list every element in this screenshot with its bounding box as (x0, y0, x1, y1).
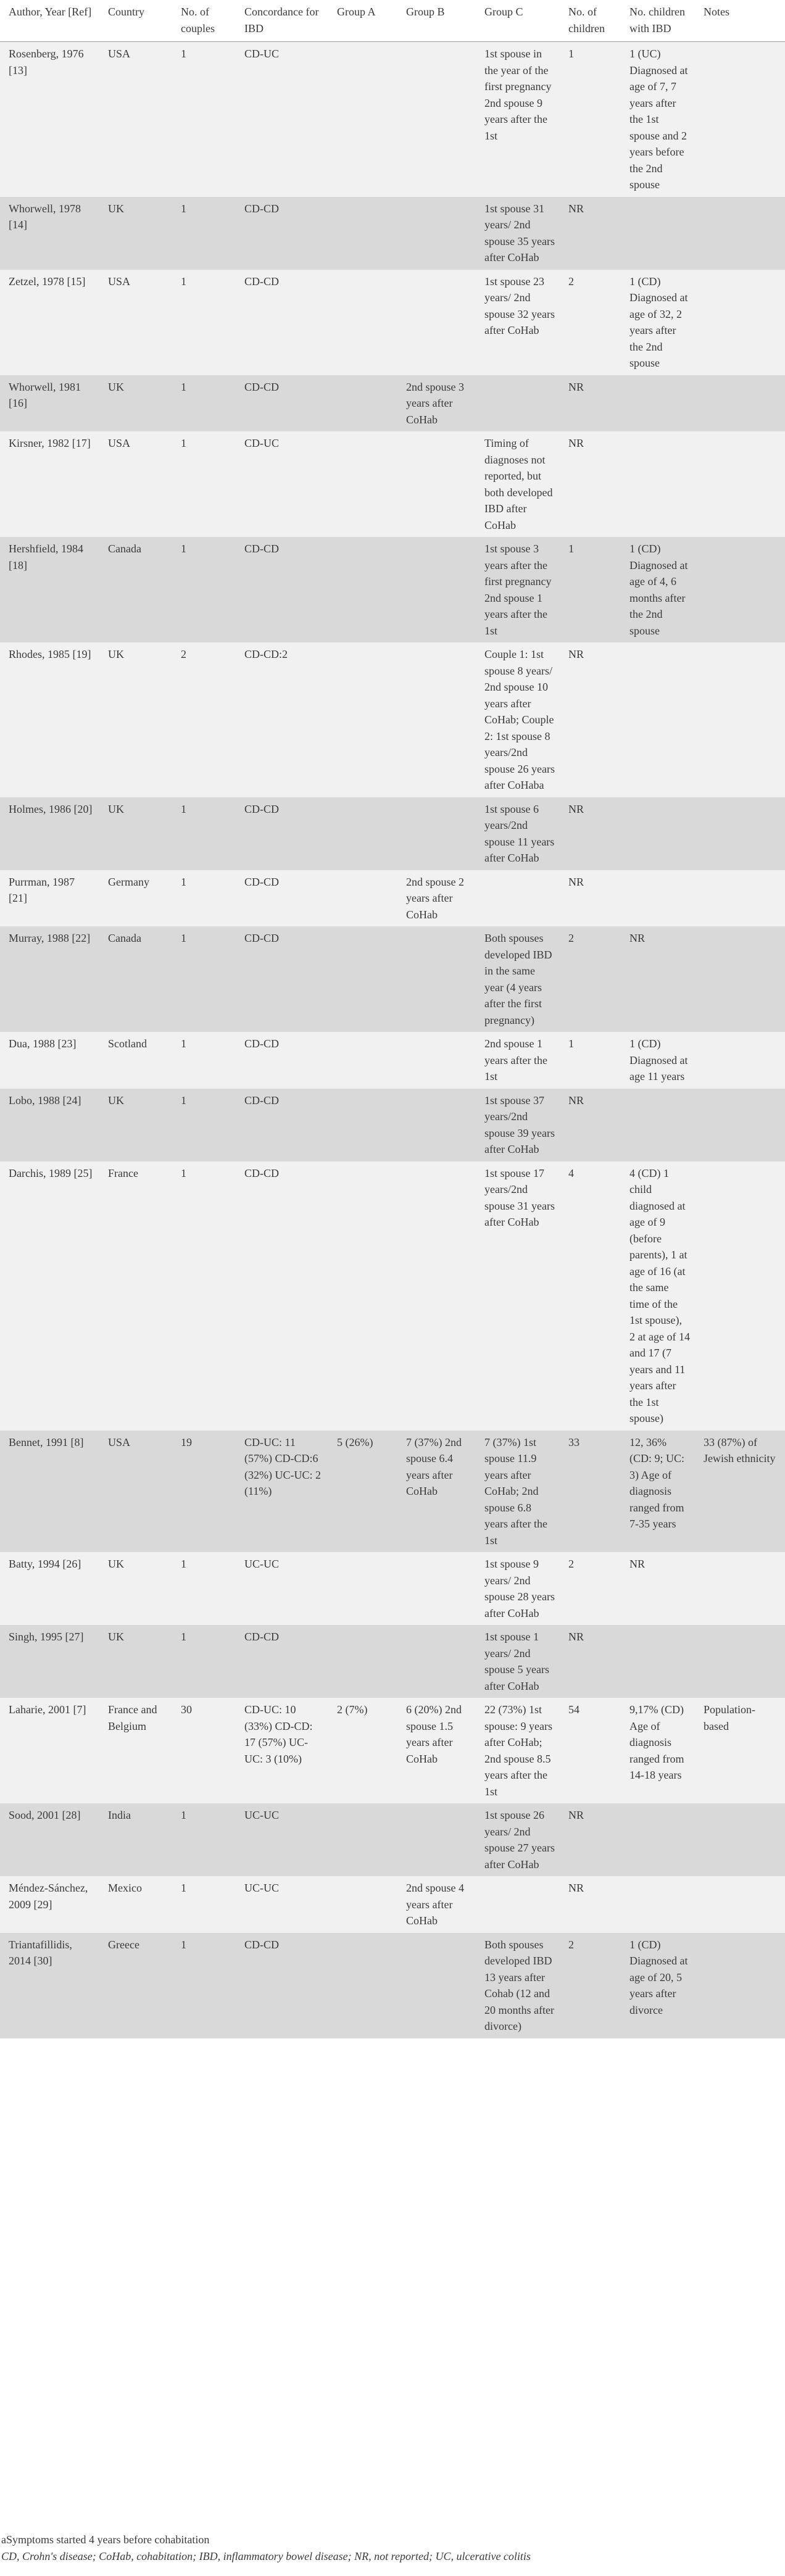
cell-children-ibd (621, 1876, 695, 1933)
cell-concordance: CD-UC: 10 (33%) CD-CD: 17 (57%) UC-UC: 3 (10%) (236, 1698, 328, 1803)
cell-children-ibd: 1 (CD) Diagnosed at age of 32, 2 years after the 2nd spouse (621, 270, 695, 375)
cell-group-a (328, 1089, 397, 1161)
cell-children-ibd: NR (621, 926, 695, 1032)
cell-concordance: CD-CD (236, 1089, 328, 1161)
cell-group-b: 2nd spouse 4 years after CoHab (397, 1876, 476, 1933)
cell-country: USA (99, 1431, 172, 1553)
cell-couples: 1 (172, 1876, 236, 1933)
cell-author-year: Purrman, 1987 [21] (0, 870, 99, 927)
cell-couples: 1 (172, 797, 236, 870)
cell-group-b (397, 431, 476, 537)
cell-group-a (328, 1803, 397, 1876)
cell-group-b (397, 1161, 476, 1431)
cell-country: Scotland (99, 1032, 172, 1089)
cell-group-a (328, 926, 397, 1032)
cell-country: Canada (99, 926, 172, 1032)
table-row (0, 1876, 785, 1933)
cell-couples: 30 (172, 1698, 236, 1803)
cell-group-b (397, 1625, 476, 1698)
cell-children: NR (560, 797, 621, 870)
cell-author-year: Kirsner, 1982 [17] (0, 431, 99, 537)
cell-couples: 1 (172, 926, 236, 1032)
cell-concordance: CD-UC: 11 (57%) CD-CD:6 (32%) UC-UC: 2 (11%) (236, 1431, 328, 1553)
cell-notes (695, 1161, 785, 1431)
cell-notes (695, 431, 785, 537)
cell-children: NR (560, 375, 621, 432)
cell-group-b (397, 1933, 476, 2038)
cell-notes (695, 926, 785, 1032)
cell-group-b (397, 1032, 476, 1089)
cell-concordance: CD-CD (236, 870, 328, 927)
cell-concordance: CD-CD (236, 1933, 328, 2038)
cell-country: USA (99, 270, 172, 375)
table-row (0, 1089, 785, 1161)
cell-couples: 2 (172, 642, 236, 797)
table-row (0, 270, 785, 375)
cell-country: UK (99, 375, 172, 432)
cell-group-b (397, 270, 476, 375)
cell-children: 33 (560, 1431, 621, 1553)
header-group-a: Group A (328, 0, 397, 42)
cell-group-b (397, 1089, 476, 1161)
cell-country: Canada (99, 537, 172, 642)
cell-group-c (476, 375, 560, 432)
table-row (0, 1803, 785, 1876)
cell-author-year: Rhodes, 1985 [19] (0, 642, 99, 797)
cell-notes (695, 870, 785, 927)
cell-notes: Population-based (695, 1698, 785, 1803)
cell-children-ibd (621, 375, 695, 432)
cell-notes (695, 375, 785, 432)
table-body (0, 42, 785, 2038)
cell-group-c: 1st spouse 1 years/ 2nd spouse 5 years after CoHab (476, 1625, 560, 1698)
cell-group-b (397, 926, 476, 1032)
cell-concordance: CD-CD:2 (236, 642, 328, 797)
cell-couples: 1 (172, 1089, 236, 1161)
cell-group-b (397, 797, 476, 870)
cell-group-c (476, 870, 560, 927)
cell-children: 1 (560, 1032, 621, 1089)
cell-group-a (328, 375, 397, 432)
cell-group-b: 6 (20%) 2nd spouse 1.5 years after CoHab (397, 1698, 476, 1803)
cell-couples: 1 (172, 1161, 236, 1431)
cell-author-year: Murray, 1988 [22] (0, 926, 99, 1032)
header-country: Country (99, 0, 172, 42)
table-row (0, 642, 785, 797)
cell-children-ibd (621, 1803, 695, 1876)
cell-author-year: Bennet, 1991 [8] (0, 1431, 99, 1553)
cell-group-a (328, 1933, 397, 2038)
cell-group-c (476, 1876, 560, 1933)
cell-group-c: Both spouses developed IBD in the same year (4 years after the first pregnancy) (476, 926, 560, 1032)
cell-group-a (328, 197, 397, 270)
header-couples: No. of couples (172, 0, 236, 42)
cell-group-b (397, 642, 476, 797)
cell-group-b: 2nd spouse 3 years after CoHab (397, 375, 476, 432)
cell-children-ibd: 4 (CD) 1 child diagnosed at age of 9 (before parents), 1 at age of 16 (at the same time of the 1st spouse), 2 at age of 14 and 17 (7 years and 11 years after the 1st spouse) (621, 1161, 695, 1431)
cell-group-c: 1st spouse 17 years/2nd spouse 31 years after CoHab (476, 1161, 560, 1431)
cell-children-ibd: NR (621, 1552, 695, 1625)
cell-concordance: CD-CD (236, 537, 328, 642)
cell-country: UK (99, 197, 172, 270)
cell-author-year: Whorwell, 1978 [14] (0, 197, 99, 270)
cell-couples: 1 (172, 1625, 236, 1698)
cell-couples: 1 (172, 431, 236, 537)
cell-country: Greece (99, 1933, 172, 2038)
cell-notes (695, 1625, 785, 1698)
cell-group-b (397, 197, 476, 270)
cell-children: 2 (560, 926, 621, 1032)
cell-author-year: Méndez-Sánchez, 2009 [29] (0, 1876, 99, 1933)
header-author-year: Author, Year [Ref] (0, 0, 99, 42)
cell-concordance: UC-UC (236, 1552, 328, 1625)
cell-country: UK (99, 1625, 172, 1698)
cell-notes (695, 42, 785, 197)
cell-country: UK (99, 1552, 172, 1625)
table-row (0, 431, 785, 537)
cell-children-ibd (621, 1625, 695, 1698)
cell-notes: 33 (87%) of Jewish ethnicity (695, 1431, 785, 1553)
cell-group-c: 1st spouse 26 years/ 2nd spouse 27 years after CoHab (476, 1803, 560, 1876)
cell-concordance: CD-CD (236, 1032, 328, 1089)
cell-couples: 1 (172, 375, 236, 432)
cell-concordance: CD-CD (236, 197, 328, 270)
cell-group-c: 1st spouse 3 years after the first pregnancy 2nd spouse 1 years after the 1st (476, 537, 560, 642)
cell-children: 2 (560, 1933, 621, 2038)
cell-author-year: Lobo, 1988 [24] (0, 1089, 99, 1161)
table-row (0, 1933, 785, 2038)
cell-group-a (328, 1552, 397, 1625)
cell-group-c: 1st spouse 37 years/2nd spouse 39 years after CoHab (476, 1089, 560, 1161)
cell-children: 2 (560, 1552, 621, 1625)
table-row (0, 870, 785, 927)
cell-author-year: Rosenberg, 1976 [13] (0, 42, 99, 197)
cell-couples: 1 (172, 197, 236, 270)
cell-author-year: Sood, 2001 [28] (0, 1803, 99, 1876)
cell-author-year: Triantafillidis, 2014 [30] (0, 1933, 99, 2038)
cell-notes (695, 1803, 785, 1876)
cell-children: 1 (560, 537, 621, 642)
cell-couples: 1 (172, 870, 236, 927)
cell-country: UK (99, 1089, 172, 1161)
cell-group-a (328, 797, 397, 870)
cell-children: NR (560, 431, 621, 537)
cell-children: 2 (560, 270, 621, 375)
cell-children: NR (560, 197, 621, 270)
cell-concordance: UC-UC (236, 1803, 328, 1876)
cell-author-year: Whorwell, 1981 [16] (0, 375, 99, 432)
cell-author-year: Hershfield, 1984 [18] (0, 537, 99, 642)
cell-group-c: Timing of diagnoses not reported, but both developed IBD after CoHab (476, 431, 560, 537)
cell-concordance: CD-UC (236, 431, 328, 537)
table-row (0, 1431, 785, 1553)
table-row (0, 537, 785, 642)
cell-children-ibd: 1 (CD) Diagnosed at age of 4, 6 months after the 2nd spouse (621, 537, 695, 642)
cell-concordance: CD-CD (236, 1161, 328, 1431)
cell-group-c: Couple 1: 1st spouse 8 years/ 2nd spouse 10 years after CoHab; Couple 2: 1st spouse 8 years/2nd spouse 26 years after CoHaba (476, 642, 560, 797)
cell-group-b (397, 1552, 476, 1625)
cell-children-ibd: 1 (CD) Diagnosed at age of 20, 5 years after divorce (621, 1933, 695, 2038)
header-concordance: Concordance for IBD (236, 0, 328, 42)
cell-group-b (397, 42, 476, 197)
table-header-row (0, 0, 785, 42)
header-group-b: Group B (397, 0, 476, 42)
cell-group-a (328, 537, 397, 642)
cell-author-year: Laharie, 2001 [7] (0, 1698, 99, 1803)
cell-children-ibd (621, 797, 695, 870)
cell-children-ibd (621, 197, 695, 270)
cell-couples: 19 (172, 1431, 236, 1553)
cell-author-year: Singh, 1995 [27] (0, 1625, 99, 1698)
cell-group-a (328, 42, 397, 197)
header-children-ibd: No. children with IBD (621, 0, 695, 42)
header-children: No. of children (560, 0, 621, 42)
cell-country: India (99, 1803, 172, 1876)
cell-group-c: 1st spouse 6 years/2nd spouse 11 years after CoHab (476, 797, 560, 870)
cell-group-a (328, 431, 397, 537)
cell-children: 4 (560, 1161, 621, 1431)
header-notes: Notes (695, 0, 785, 42)
cell-notes (695, 270, 785, 375)
cell-country: Mexico (99, 1876, 172, 1933)
cell-children: NR (560, 870, 621, 927)
cell-children: 1 (560, 42, 621, 197)
cell-notes (695, 197, 785, 270)
footnote-a: aSymptoms started 4 years before cohabitation (1, 2533, 210, 2546)
cell-group-c: 22 (73%) 1st spouse: 9 years after CoHab; 2nd spouse 8.5 years after the 1st (476, 1698, 560, 1803)
cell-group-a (328, 1876, 397, 1933)
cell-group-a (328, 1161, 397, 1431)
header-group-c: Group C (476, 0, 560, 42)
table-row (0, 1552, 785, 1625)
table-row (0, 42, 785, 197)
cell-group-a (328, 642, 397, 797)
cell-couples: 1 (172, 1032, 236, 1089)
cell-group-c: 2nd spouse 1 years after the 1st (476, 1032, 560, 1089)
cell-couples: 1 (172, 1803, 236, 1876)
cell-country: Germany (99, 870, 172, 927)
table-row (0, 797, 785, 870)
cell-children: NR (560, 1876, 621, 1933)
cell-children: NR (560, 1625, 621, 1698)
cell-author-year: Zetzel, 1978 [15] (0, 270, 99, 375)
cell-group-b: 2nd spouse 2 years after CoHab (397, 870, 476, 927)
cell-group-c: 1st spouse in the year of the first pregnancy 2nd spouse 9 years after the 1st (476, 42, 560, 197)
cell-notes (695, 1089, 785, 1161)
cell-group-a (328, 270, 397, 375)
cell-couples: 1 (172, 1933, 236, 2038)
cell-group-c: 1st spouse 31 years/ 2nd spouse 35 years after CoHab (476, 197, 560, 270)
cell-group-a: 5 (26%) (328, 1431, 397, 1553)
cell-concordance: CD-CD (236, 270, 328, 375)
cell-notes (695, 1933, 785, 2038)
cell-couples: 1 (172, 537, 236, 642)
cell-concordance: CD-CD (236, 926, 328, 1032)
table-row (0, 1698, 785, 1803)
cell-country: USA (99, 431, 172, 537)
cell-children-ibd: 12, 36% (CD: 9; UC: 3) Age of diagnosis ranged from 7-35 years (621, 1431, 695, 1553)
cell-notes (695, 1876, 785, 1933)
cell-group-a (328, 1625, 397, 1698)
cell-children-ibd: 1 (CD) Diagnosed at age 11 years (621, 1032, 695, 1089)
table-row (0, 375, 785, 432)
cell-notes (695, 1552, 785, 1625)
cell-concordance: CD-UC (236, 42, 328, 197)
cell-group-a: 2 (7%) (328, 1698, 397, 1803)
table-row (0, 197, 785, 270)
table-row (0, 1625, 785, 1698)
cell-couples: 1 (172, 1552, 236, 1625)
table-row (0, 1161, 785, 1431)
table-row (0, 926, 785, 1032)
cell-group-c: 1st spouse 9 years/ 2nd spouse 28 years after CoHab (476, 1552, 560, 1625)
cell-children: NR (560, 1803, 621, 1876)
cell-author-year: Darchis, 1989 [25] (0, 1161, 99, 1431)
cell-group-c: Both spouses developed IBD 13 years after Cohab (12 and 20 months after divorce) (476, 1933, 560, 2038)
cell-country: France and Belgium (99, 1698, 172, 1803)
cell-country: USA (99, 42, 172, 197)
cell-concordance: UC-UC (236, 1876, 328, 1933)
cell-group-b (397, 537, 476, 642)
cell-notes (695, 797, 785, 870)
cell-group-c: 7 (37%) 1st spouse 11.9 years after CoHab; 2nd spouse 6.8 years after the 1st (476, 1431, 560, 1553)
cell-notes (695, 642, 785, 797)
cell-children-ibd (621, 1089, 695, 1161)
cell-author-year: Holmes, 1986 [20] (0, 797, 99, 870)
cell-notes (695, 537, 785, 642)
cell-group-a (328, 1032, 397, 1089)
cell-group-b (397, 1803, 476, 1876)
cell-children-ibd (621, 431, 695, 537)
cell-children-ibd (621, 642, 695, 797)
cell-concordance: CD-CD (236, 1625, 328, 1698)
table-footnotes (0, 2532, 785, 2565)
cell-children-ibd: 9,17% (CD) Age of diagnosis ranged from 14-18 years (621, 1698, 695, 1803)
cell-children: NR (560, 642, 621, 797)
cell-group-c: 1st spouse 23 years/ 2nd spouse 32 years after CoHab (476, 270, 560, 375)
cell-notes (695, 1032, 785, 1089)
cell-country: France (99, 1161, 172, 1431)
cell-group-a (328, 870, 397, 927)
cell-couples: 1 (172, 270, 236, 375)
cell-group-b: 7 (37%) 2nd spouse 6.4 years after CoHab (397, 1431, 476, 1553)
abbreviations: CD, Crohn's disease; CoHab, cohabitation; IBD, inflammatory bowel disease; NR, not reported; UC, ulcerative colitis (1, 2550, 531, 2562)
cell-couples: 1 (172, 42, 236, 197)
cell-children: NR (560, 1089, 621, 1161)
table-row (0, 1032, 785, 1089)
cell-children: 54 (560, 1698, 621, 1803)
cell-children-ibd: 1 (UC) Diagnosed at age of 7, 7 years after the 1st spouse and 2 years before the 2nd spouse (621, 42, 695, 197)
cell-author-year: Dua, 1988 [23] (0, 1032, 99, 1089)
cell-country: UK (99, 797, 172, 870)
cell-children-ibd (621, 870, 695, 927)
cell-concordance: CD-CD (236, 797, 328, 870)
cell-author-year: Batty, 1994 [26] (0, 1552, 99, 1625)
cell-country: UK (99, 642, 172, 797)
cell-concordance: CD-CD (236, 375, 328, 432)
